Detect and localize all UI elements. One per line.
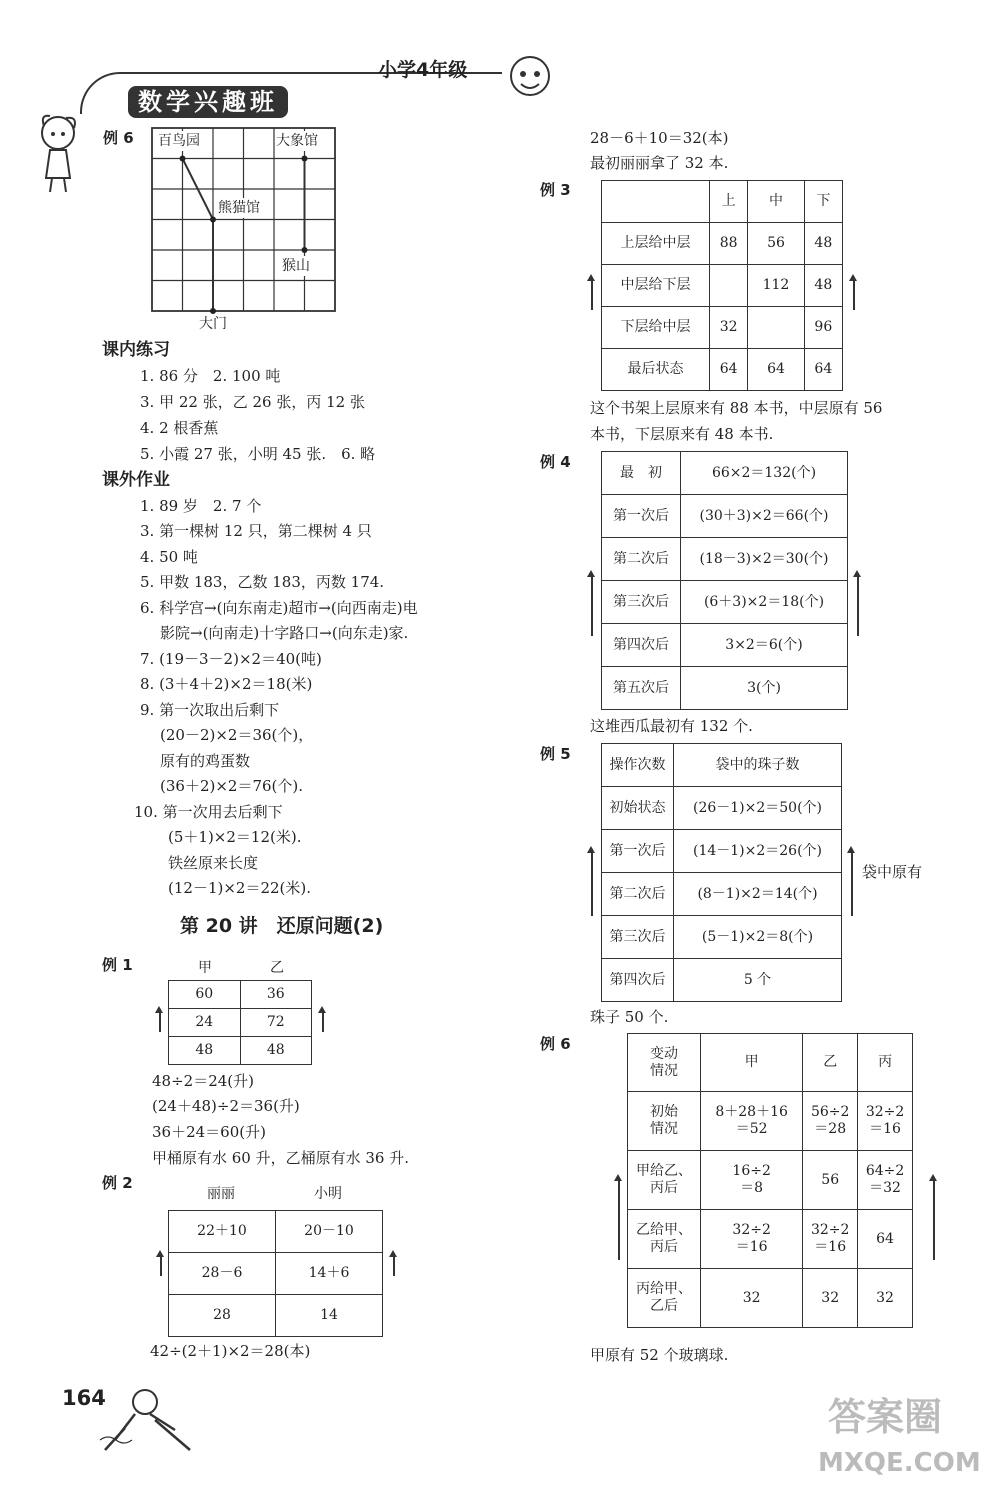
homework-line: 8. (3＋4＋2)×2＝18(米) [140, 675, 313, 693]
ex3-cell: 112 [748, 265, 804, 307]
ex5-cell: 操作次数 [602, 744, 674, 787]
ex1-line: (24＋48)÷2＝36(升) [152, 1097, 300, 1115]
ex2-cell: 20－10 [276, 1211, 383, 1253]
homework-line: 1. 89 岁 2. 7 个 [140, 497, 262, 515]
ex6-cell: 32÷2 ＝16 [858, 1092, 913, 1151]
ex6-cell: 64 [858, 1210, 913, 1269]
map-label-damen: 大门 [199, 316, 227, 332]
map-label-xiongmaoguan: 熊猫馆 [218, 200, 260, 216]
ex5-cell: (14－1)×2＝26(个) [674, 830, 842, 873]
ex6-cell: 32 [858, 1269, 913, 1328]
ex1-cell: 48 [240, 1037, 312, 1065]
ex1-line: 甲桶原有水 60 升，乙桶原有水 36 升. [152, 1149, 410, 1167]
ex6-cell: 56 [803, 1151, 858, 1210]
page-number: 164 [62, 1386, 106, 1410]
ex3-cell: 48 [804, 223, 842, 265]
top-line: 最初丽丽拿了 32 本. [590, 154, 729, 172]
ex1-cell: 24 [169, 1009, 241, 1037]
ex3-cell [748, 307, 804, 349]
ex4-cell: 最 初 [602, 452, 681, 495]
class-practice-line: 4. 2 根香蕉 [140, 419, 219, 437]
ex6-cell: 8＋28＋16 ＝52 [701, 1092, 803, 1151]
ex5-cell: 第二次后 [602, 873, 674, 916]
ex6-cell: 16÷2 ＝8 [701, 1151, 803, 1210]
ex6-cell: 丙 [858, 1034, 913, 1092]
up-arrow-icon [857, 576, 859, 636]
ex6-cell: 甲给乙、 丙后 [628, 1151, 701, 1210]
ex1-table [168, 980, 312, 1065]
ex3-table [601, 180, 843, 391]
smiley-mascot-icon [505, 52, 555, 102]
homework-line: 6. 科学宫→(向东南走)超市→(向西南走)电 [140, 599, 418, 617]
homework-title: 课外作业 [102, 470, 170, 490]
ex3-cell: 56 [748, 223, 804, 265]
watermark-logo: 答案圈 [828, 1395, 943, 1439]
ex6-cell: 丙给甲、 乙后 [628, 1269, 701, 1328]
class-practice-title: 课内练习 [102, 340, 170, 360]
ex1-cell: 60 [169, 981, 241, 1009]
ex5-cell: 袋中的珠子数 [674, 744, 842, 787]
ex5-cell: (26－1)×2＝50(个) [674, 787, 842, 830]
ex5-cell: 第一次后 [602, 830, 674, 873]
homework-line: (20－2)×2＝36(个)， [160, 726, 314, 744]
up-arrow-icon [851, 852, 853, 916]
ex4-cell: (6＋3)×2＝18(个) [681, 581, 848, 624]
header-book-title: 数学兴趣班 [128, 86, 288, 118]
ex2-cell: 14 [276, 1295, 383, 1337]
boy-mascot-icon [95, 1380, 205, 1460]
ex1-cell: 48 [169, 1037, 241, 1065]
up-arrow-icon [159, 1012, 161, 1032]
example-3-label: 例 3 [540, 181, 571, 199]
ex4-cell: 3(个) [681, 667, 848, 710]
ex4-cell: 第五次后 [602, 667, 681, 710]
ex5-cell: 5 个 [674, 959, 842, 1002]
up-arrow-icon [393, 1256, 395, 1276]
homework-line: 原有的鸡蛋数 [160, 752, 251, 770]
homework-line: 9. 第一次取出后剩下 [140, 701, 280, 719]
ex5-cell: (5－1)×2＝8(个) [674, 916, 842, 959]
example-4-label: 例 4 [540, 453, 571, 471]
ex3-cell: 88 [710, 223, 748, 265]
example-6-label: 例 6 [103, 129, 134, 147]
ex6-cell: 32÷2 ＝16 [803, 1210, 858, 1269]
up-arrow-icon [160, 1256, 162, 1276]
ex2-table [168, 1210, 383, 1337]
ex3-cell: 下 [804, 181, 842, 223]
ex5-line: 珠子 50 个. [590, 1008, 669, 1026]
homework-line: 7. (19－3－2)×2＝40(吨) [140, 650, 322, 668]
up-arrow-icon [853, 280, 855, 310]
homework-line: 铁丝原来长度 [168, 854, 259, 872]
ex6-cell: 56÷2 ＝28 [803, 1092, 858, 1151]
ex6-cell: 变动 情况 [628, 1034, 701, 1092]
lecture-title: 第 20 讲 还原问题(2) [180, 915, 384, 937]
ex6-cell: 乙 [803, 1034, 858, 1092]
ex3-cell: 96 [804, 307, 842, 349]
ex5-cell: 第三次后 [602, 916, 674, 959]
ex4-cell: 第一次后 [602, 495, 681, 538]
homework-line: 4. 50 吨 [140, 548, 198, 566]
ex5-table [601, 743, 842, 1002]
homework-line: 10. 第一次用去后剩下 [134, 803, 283, 821]
map-label-daxiangguan: 大象馆 [276, 133, 318, 149]
ex4-cell: 第三次后 [602, 581, 681, 624]
ex2-header: 丽丽 [207, 1186, 235, 1202]
homework-line: (5＋1)×2＝12(米). [168, 828, 302, 846]
ex5-cell: 第四次后 [602, 959, 674, 1002]
ex2-cell: 14＋6 [276, 1253, 383, 1295]
ex1-cell: 36 [240, 981, 312, 1009]
ex3-cell: 48 [804, 265, 842, 307]
ex1-header: 乙 [270, 960, 284, 976]
ex5-cell: (8－1)×2＝14(个) [674, 873, 842, 916]
ex2-cell: 28 [169, 1295, 276, 1337]
ex3-line: 本书，下层原来有 48 本书. [590, 425, 774, 443]
homework-line: 3. 第一棵树 12 只，第二棵树 4 只 [140, 522, 372, 540]
ex3-cell: 中 [748, 181, 804, 223]
ex1-line: 36＋24＝60(升) [152, 1123, 266, 1141]
ex2-cell: 22＋10 [169, 1211, 276, 1253]
ex5-side-note: 袋中原有 [862, 863, 923, 881]
ex3-cell: 最后状态 [602, 349, 710, 391]
ex6-cell: 32÷2 ＝16 [701, 1210, 803, 1269]
ex6-cell: 32 [803, 1269, 858, 1328]
ex3-cell: 32 [710, 307, 748, 349]
homework-line: 5. 甲数 183，乙数 183，丙数 174. [140, 573, 385, 591]
ex6-cell: 乙给甲、 丙后 [628, 1210, 701, 1269]
map-label-houshan: 猴山 [282, 258, 310, 274]
ex1-line: 48÷2＝24(升) [152, 1072, 254, 1090]
ex6-table [627, 1033, 913, 1328]
ex6-cell: 64÷2 ＝32 [858, 1151, 913, 1210]
ex3-cell: 64 [748, 349, 804, 391]
ex3-cell [710, 265, 748, 307]
ex5-cell: 初始状态 [602, 787, 674, 830]
up-arrow-icon [933, 1180, 935, 1260]
ex6-cell: 甲 [701, 1034, 803, 1092]
ex3-cell [602, 181, 710, 223]
ex4-cell: 3×2＝6(个) [681, 624, 848, 667]
class-practice-line: 3. 甲 22 张，乙 26 张，丙 12 张 [140, 393, 365, 411]
ex4-cell: (30＋3)×2＝66(个) [681, 495, 848, 538]
homework-line: (36＋2)×2＝76(个). [160, 777, 304, 795]
ex3-cell: 上 [710, 181, 748, 223]
ex2-cell: 28－6 [169, 1253, 276, 1295]
ex2-line: 42÷(2＋1)×2＝28(本) [150, 1342, 311, 1360]
ex1-header: 甲 [198, 960, 212, 976]
homework-line: (12－1)×2＝22(米). [168, 879, 312, 897]
homework-line: 影院→(向南走)十字路口→(向东走)家. [160, 624, 409, 642]
ex1-cell: 72 [240, 1009, 312, 1037]
class-practice-line: 5. 小霞 27 张，小明 45 张. 6. 略 [140, 445, 376, 463]
example-5-label: 例 5 [540, 745, 571, 763]
ex4-cell: (18－3)×2＝30(个) [681, 538, 848, 581]
example-2-label: 例 2 [102, 1174, 133, 1192]
ex4-line: 这堆西瓜最初有 132 个. [590, 717, 753, 735]
header-grade: 小学4年级 [378, 59, 468, 81]
ex4-cell: 66×2＝132(个) [681, 452, 848, 495]
up-arrow-icon [618, 1180, 620, 1260]
ex4-table [601, 451, 848, 710]
example-1-label: 例 1 [102, 956, 133, 974]
ex3-cell: 中层给下层 [602, 265, 710, 307]
watermark-text: MXQE.COM [818, 1448, 981, 1478]
ex4-cell: 第二次后 [602, 538, 681, 581]
up-arrow-icon [322, 1012, 324, 1032]
top-line: 28－6＋10＝32(本) [590, 129, 729, 147]
map-label-bainiaoyuan: 百鸟园 [158, 133, 200, 149]
ex3-cell: 64 [804, 349, 842, 391]
zoo-map-grid [150, 126, 340, 326]
up-arrow-icon [591, 576, 593, 636]
up-arrow-icon [591, 852, 593, 916]
example-6b-label: 例 6 [540, 1035, 571, 1053]
girl-mascot-icon [20, 108, 90, 198]
ex3-cell: 64 [710, 349, 748, 391]
ex6-cell: 初始 情况 [628, 1092, 701, 1151]
ex3-cell: 上层给中层 [602, 223, 710, 265]
up-arrow-icon [591, 280, 593, 310]
class-practice-line: 1. 86 分 2. 100 吨 [140, 367, 281, 385]
ex3-line: 这个书架上层原来有 88 本书，中层原有 56 [590, 399, 883, 417]
ex6-line: 甲原有 52 个玻璃球. [590, 1346, 729, 1364]
ex6-cell: 32 [701, 1269, 803, 1328]
ex3-cell: 下层给中层 [602, 307, 710, 349]
ex4-cell: 第四次后 [602, 624, 681, 667]
ex2-header: 小明 [314, 1186, 342, 1202]
